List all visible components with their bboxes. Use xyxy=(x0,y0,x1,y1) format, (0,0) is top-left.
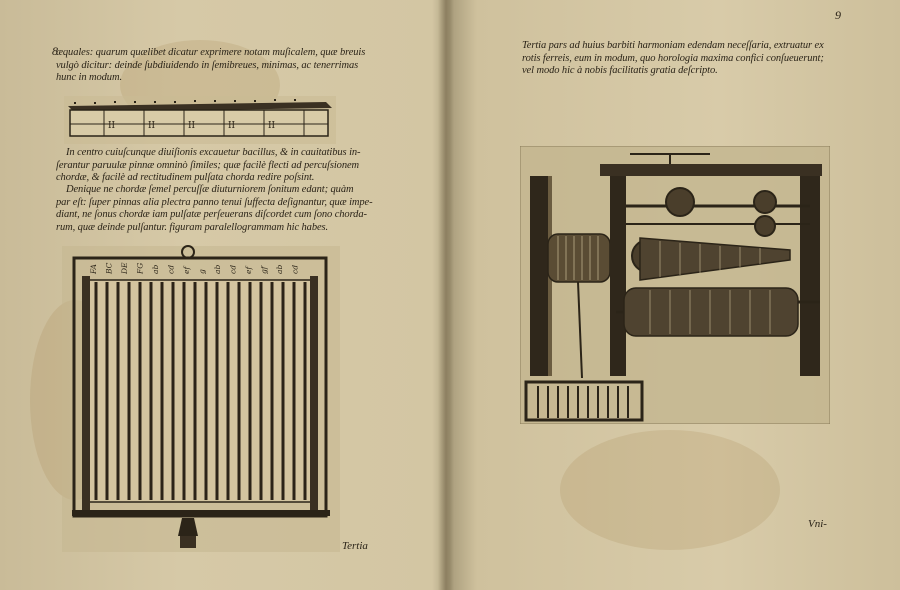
frame-label: DE xyxy=(120,262,129,274)
text-line: Tertia pars ad huius barbiti harmoniam edendam neceſſaria, extruatur ex xyxy=(522,40,824,51)
left-paragraph-3 xyxy=(56,184,373,234)
frame-label: BC xyxy=(104,262,114,274)
frame-label: ab xyxy=(151,264,160,274)
frame-label: cd xyxy=(166,264,176,274)
paper-stain xyxy=(560,430,780,550)
right-catchword: Vni- xyxy=(808,518,827,530)
right-paragraph-1 xyxy=(522,40,824,78)
text-line: vel modo hic à nobis facilitatis gratia deſcripto. xyxy=(522,65,718,76)
frame-label: ef xyxy=(182,266,191,274)
right-page-number: 9 xyxy=(835,8,841,22)
left-page-number: 8 xyxy=(52,44,58,58)
frame-label: cd xyxy=(290,264,300,274)
bacillus-figure xyxy=(64,96,336,144)
text-line: Denique ne chordæ ſemel percuſſæ diuturniorem ſonitum edant; quàm xyxy=(66,184,354,195)
frame-label: FA xyxy=(89,264,98,274)
frame-label: cd xyxy=(228,264,238,274)
text-line: diant, ne ſonus chordæ iam pulſatæ perſeuerans diſcordet cum ſono chorda- xyxy=(56,209,367,220)
clockwork-engraving xyxy=(520,146,830,424)
text-line: rum, quæ deinde pulſantur. figuram paralellogrammam hic habes. xyxy=(56,221,329,233)
text-line: ſerantur paruulæ pinnæ omninò ſimiles; quæ facilè flecti ad percuſsionem xyxy=(56,159,360,171)
text-line: rotis ferreis, eum in modum, quo horologia maxima confici conſueuerunt; xyxy=(522,52,824,64)
frame-label: FG xyxy=(135,262,145,274)
text-line: par eſt: ſuper pinnas alia plectra panno tenui ſuffecta deſignantur, quæ impe- xyxy=(56,196,373,208)
left-catchword: Tertia xyxy=(342,540,368,552)
text-line: In centro cuiuſcunque diuiſionis excauetur bacillus, & in cauitatibus in- xyxy=(66,147,361,158)
string-frame-figure xyxy=(62,240,340,552)
frame-label: ef xyxy=(244,266,253,274)
frame-label: ab xyxy=(275,264,284,274)
svg-text:II: II xyxy=(228,121,236,131)
svg-text:II: II xyxy=(148,121,156,131)
frame-label: ab xyxy=(213,264,222,274)
text-line: æquales: quarum quælibet dicatur exprimere notam muſicalem, quæ breuis xyxy=(56,47,366,58)
frame-label: g xyxy=(197,269,207,274)
left-paragraph-1 xyxy=(56,47,365,85)
text-line: vulgò dicitur: deinde ſubdiuidendo in ſemibreues, minimas, ac tenerrimas xyxy=(56,59,359,71)
book-gutter xyxy=(438,0,454,590)
left-paragraph-2 xyxy=(56,147,360,185)
frame-label: gf xyxy=(259,266,269,274)
text-line: chordæ, & facilè ad rectitudinem pulſata chorda redire poſsint. xyxy=(56,172,315,183)
text-line: hunc in modum. xyxy=(56,72,122,83)
svg-text:II: II xyxy=(268,121,276,131)
svg-text:II: II xyxy=(188,121,196,131)
svg-text:II: II xyxy=(108,121,116,131)
